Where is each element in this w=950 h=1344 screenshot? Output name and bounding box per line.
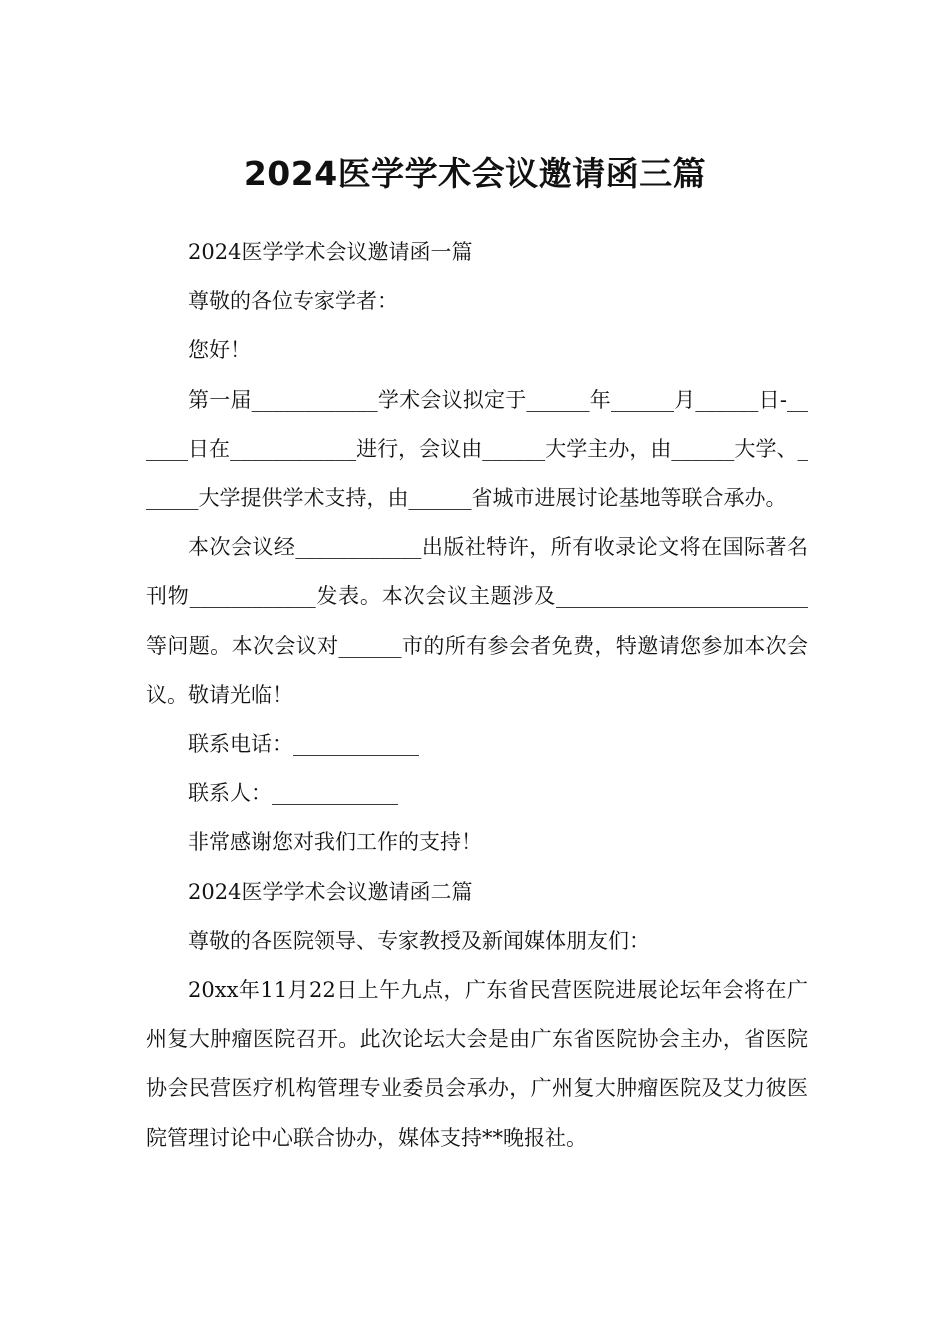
section-heading-1: 2024医学学术会议邀请函一篇 [188,240,473,264]
contact-person: 联系人：____________ [188,781,398,806]
paragraph-publication: 本次会议经____________出版社特许，所有收录论文将在国际著名刊物____________发表。本次会议主题涉及________________________等问题。本次会议对______市的所有参会者免费，特邀请您参加本次会议。敬请光临！ [146,535,808,707]
paragraph-conference-details: 第一届____________学术会议拟定于______年______月______日-______日在____________进行，会议由______大学主办，由______大学、______大学提供学术支持，由______省城市进展讨论基地等联合承办。 [146,387,808,511]
thanks-line: 非常感谢您对我们工作的支持！ [188,830,482,855]
document-title: 2024医学学术会议邀请函三篇 [243,154,707,194]
salutation: 尊敬的各位专家学者： [188,289,398,314]
contact-phone: 联系电话：____________ [188,732,419,757]
greeting: 您好！ [188,338,251,363]
document-body [146,228,808,1163]
section-heading-2: 2024医学学术会议邀请函二篇 [188,879,473,904]
paragraph-forum: 20xx年11月22日上午九点，广东省民营医院进展论坛年会将在广州复大肿瘤医院召开。此次论坛大会是由广东省医院协会主办，省医院协会民营医疗机构管理专业委员会承办，广州复大肿瘤医院及艾力彼医院管理讨论中心联合协办，媒体支持**晚报社。 [146,978,808,1150]
salutation-2: 尊敬的各医院领导、专家教授及新闻媒体朋友们： [188,928,650,953]
